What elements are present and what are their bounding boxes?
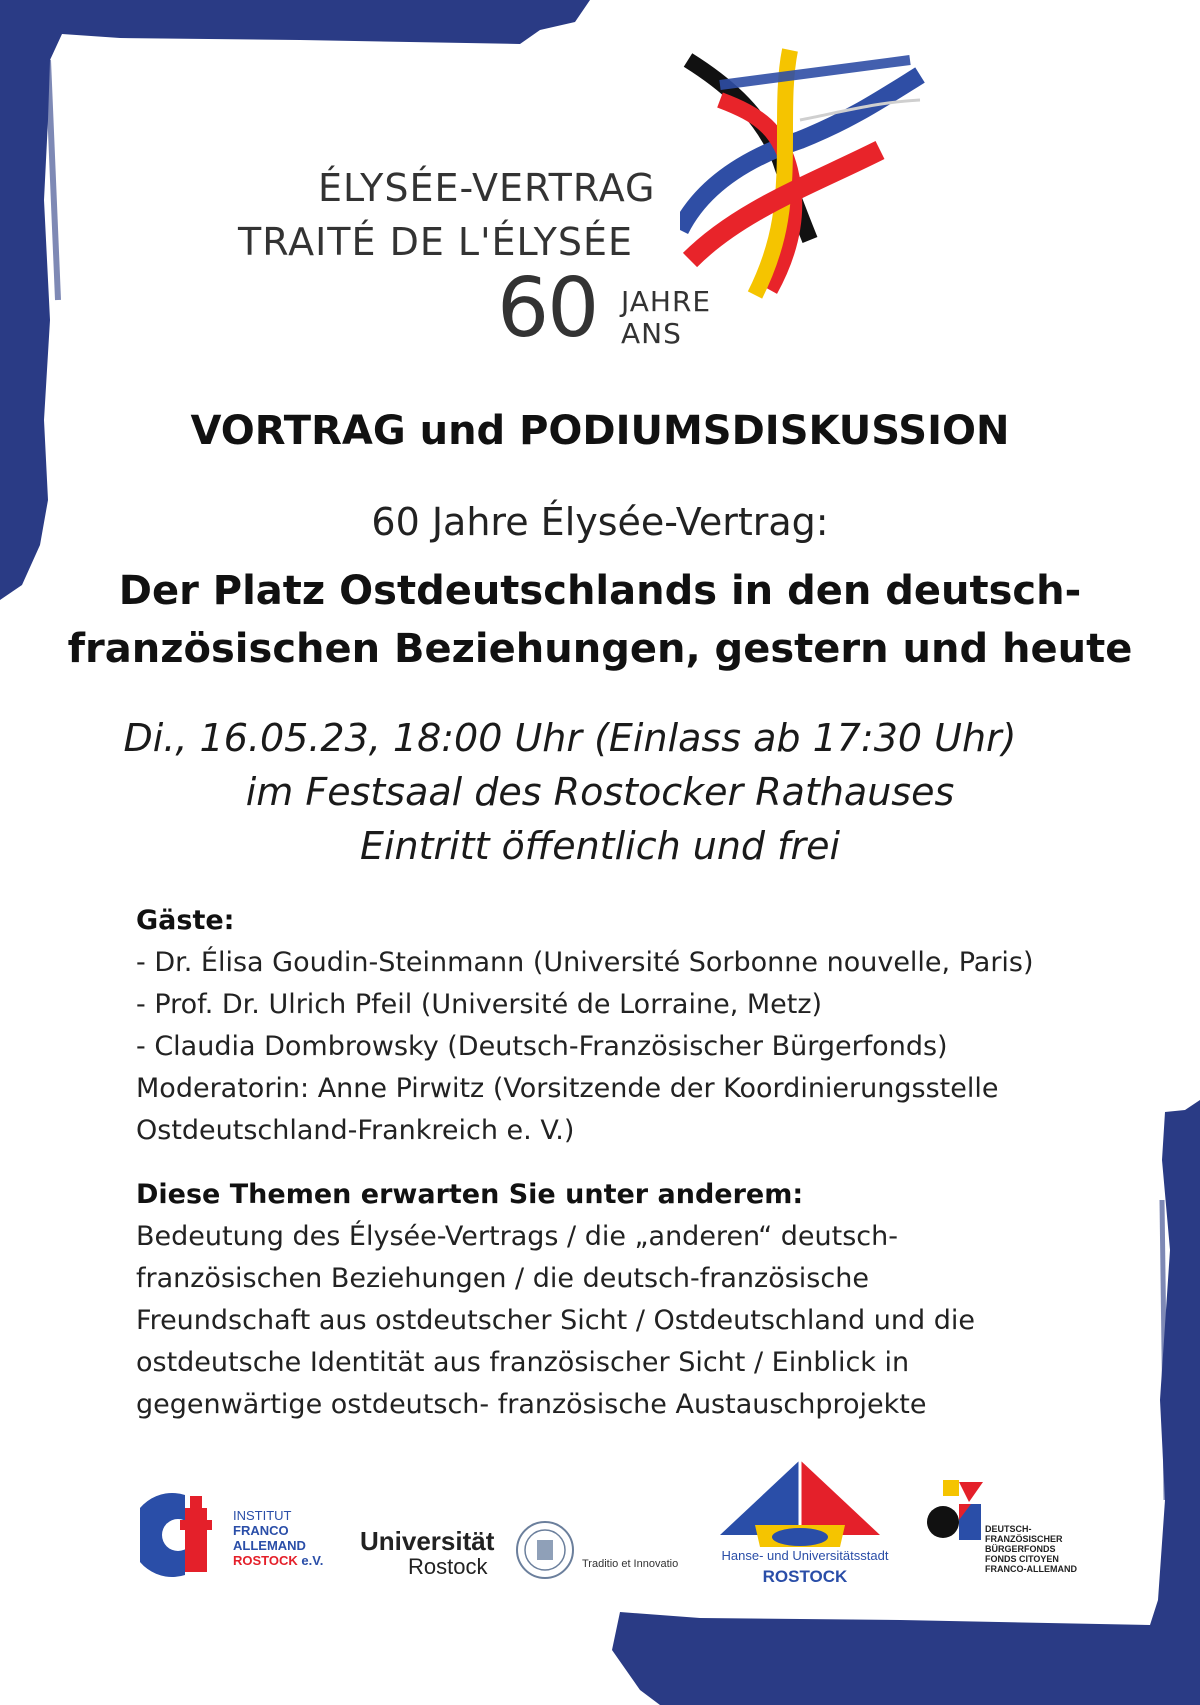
guest-1: - Dr. Élisa Goudin-Steinmann (Université Sorbonne nouvelle, Paris) <box>136 947 1034 978</box>
moderator-line1: Moderatorin: Anne Pirwitz (Vorsitzende der Koordinierungsstelle <box>136 1073 999 1104</box>
topics-label: Diese Themen erwarten Sie unter anderem: <box>136 1179 804 1210</box>
uni-seal-icon <box>515 1520 575 1580</box>
topic-line-5: gegenwärtige ostdeutsch- französische Austauschprojekte <box>136 1389 927 1420</box>
partner-hanse-logo <box>700 1455 900 1595</box>
hanse-city: ROSTOCK <box>762 1567 848 1586</box>
institut-emblem-icon <box>140 1490 235 1580</box>
institut-line2: FRANCO <box>233 1523 289 1538</box>
moderator-line2: Ostdeutschland-Frankreich e. V.) <box>136 1115 575 1146</box>
institut-line3: ALLEMAND <box>233 1538 306 1553</box>
uni-motto: Traditio et Innovatio <box>582 1558 679 1570</box>
logo-number: 60 <box>497 261 598 356</box>
event-title-line1: Der Platz Ostdeutschlands in den deutsch- <box>118 568 1082 614</box>
fonds-line5: FRANCO-ALLEMAND <box>985 1564 1077 1574</box>
topic-line-2: französischen Beziehungen / die deutsch-französische <box>136 1263 869 1294</box>
fonds-line1: DEUTSCH- <box>985 1524 1032 1534</box>
guest-2: - Prof. Dr. Ulrich Pfeil (Université de Lorraine, Metz) <box>136 989 823 1020</box>
topic-line-3: Freundschaft aus ostdeutscher Sicht / Ostdeutschland und die <box>136 1305 975 1336</box>
hanse-sail-icon <box>700 1455 900 1555</box>
fonds-line2: FRANZÖSISCHER <box>985 1534 1063 1544</box>
event-title-line2: französischen Beziehungen, gestern und heute <box>67 626 1133 672</box>
subtitle: 60 Jahre Élysée-Vertrag: <box>371 500 829 544</box>
institut-line1: INSTITUT <box>233 1508 292 1523</box>
event-admission: Eintritt öffentlich und frei <box>359 824 841 868</box>
topics-section <box>136 1174 1116 1426</box>
fonds-emblem-icon <box>925 1480 985 1546</box>
page-heading: VORTRAG und PODIUMSDISKUSSION <box>190 408 1010 454</box>
partner-uni-logo <box>360 1520 680 1590</box>
institut-line4: ROSTOCK <box>233 1553 298 1568</box>
topic-line-1: Bedeutung des Élysée-Vertrags / die „anderen“ deutsch- <box>136 1221 898 1252</box>
guests-section <box>136 900 1116 1152</box>
fonds-line4: FONDS CITOYEN <box>985 1554 1059 1564</box>
partner-institut-logo <box>140 1490 350 1580</box>
event-date: Di., 16.05.23, 18:00 Uhr (Einlass ab 17:30 Uhr) <box>123 716 1017 760</box>
uni-name: Universität <box>360 1526 495 1556</box>
guests-label: Gäste: <box>136 905 235 936</box>
event-title <box>0 562 1200 678</box>
topic-line-4: ostdeutsche Identität aus französischer Sicht / Einblick in <box>136 1347 910 1378</box>
logo-jahre: JAHRE <box>621 285 712 318</box>
guest-3: - Claudia Dombrowsky (Deutsch-Französischer Bürgerfonds) <box>136 1031 948 1062</box>
logo-title-fr: TRAITÉ DE L'ÉLYSÉE <box>238 220 634 264</box>
partner-fonds-logo <box>925 1480 1095 1590</box>
ribbon-flag-icon <box>680 40 970 300</box>
logo-ans: ANS <box>621 317 682 350</box>
logo-title-de: ÉLYSÉE-VERTRAG <box>318 166 656 210</box>
hanse-line: Hanse- und Universitätsstadt <box>721 1548 889 1563</box>
institut-ev: e.V. <box>301 1553 324 1568</box>
event-location: im Festsaal des Rostocker Rathauses <box>245 770 955 814</box>
uni-city: Rostock <box>408 1554 488 1579</box>
fonds-line3: BÜRGERFONDS <box>985 1544 1056 1554</box>
